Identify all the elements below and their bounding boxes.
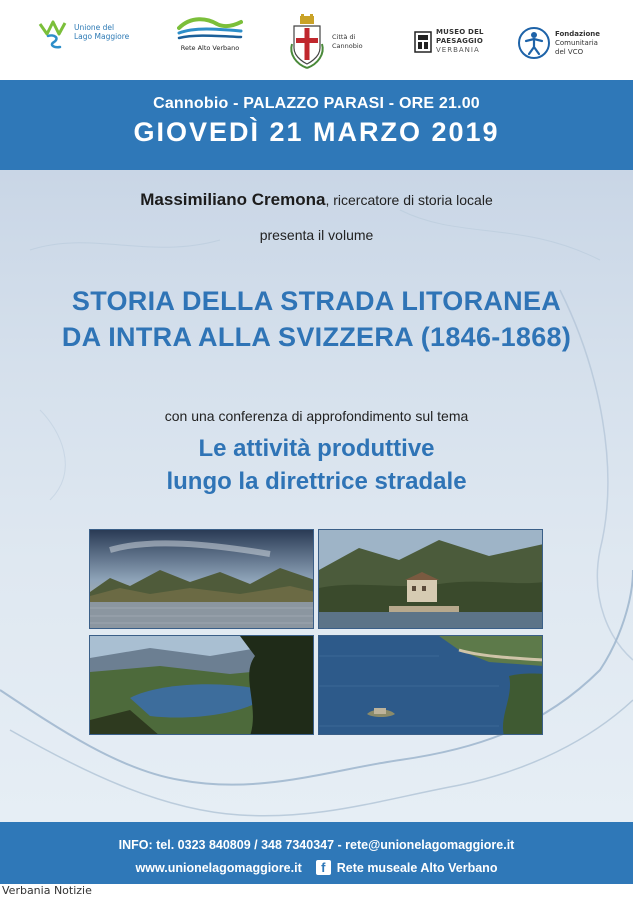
presents-text: presenta il volume — [259, 227, 374, 243]
cannobio-crest-icon — [288, 14, 326, 70]
poster-body — [0, 170, 633, 822]
photo-lakeside-villa — [318, 529, 543, 629]
museo-logo-line1: MUSEO DEL — [436, 28, 484, 36]
citta-logo-line2: Cannobio — [332, 42, 363, 50]
footer-facebook-label[interactable]: Rete museale Alto Verbano — [336, 860, 498, 875]
speaker-name: Massimiliano Cremona — [140, 190, 326, 209]
conference-theme-line1: Le attività produttive — [198, 435, 435, 462]
fondazione-logo-icon — [517, 26, 551, 60]
footer-contact-info: INFO: tel. 0323 840809 / 348 7340347 - rete@unionelagomaggiore.it — [118, 838, 515, 852]
photo-lake-painting — [89, 529, 314, 629]
unione-logo-icon — [38, 14, 72, 50]
event-location-time: Cannobio - PALAZZO PARASI - ORE 21.00 — [153, 95, 480, 112]
logo-unione-lago-maggiore — [38, 14, 129, 50]
event-date: GIOVEDÌ 21 MARZO 2019 — [133, 117, 500, 147]
info-footer — [0, 822, 633, 884]
museo-logo-icon — [414, 31, 432, 53]
book-title — [0, 283, 633, 355]
logo-citta-cannobio — [288, 14, 363, 70]
logo-rete-alto-verbano — [172, 16, 248, 53]
footer-website-link[interactable]: www.unionelagomaggiore.it — [135, 860, 302, 875]
logo-fondazione-vco — [517, 26, 600, 60]
citta-logo-line1: Città di — [332, 33, 356, 41]
unione-logo-line2: Lago Maggiore — [74, 32, 130, 41]
conference-theme-line2: lungo la direttrice stradale — [166, 468, 467, 495]
photo-lake-islands — [318, 635, 543, 735]
logo-museo-paesaggio — [414, 28, 484, 55]
facebook-icon[interactable]: f — [316, 860, 331, 875]
photo-lake-from-hill — [89, 635, 314, 735]
date-banner — [0, 80, 633, 170]
museo-logo-line3: VERBANIA — [436, 46, 480, 54]
fondazione-logo-line2: Comunitaria — [555, 38, 598, 47]
conference-theme — [0, 432, 633, 498]
source-caption: Verbania Notizie — [2, 884, 92, 897]
speaker-line — [0, 190, 633, 210]
rete-logo-icon — [177, 16, 243, 42]
speaker-role: , ricercatore di storia locale — [325, 192, 493, 208]
rete-logo-label: Rete Alto Verbano — [180, 44, 240, 52]
museo-logo-line2: PAESAGGIO — [436, 37, 483, 45]
logo-bar — [0, 0, 633, 80]
fondazione-logo-line3: del VCO — [555, 47, 584, 56]
book-title-line1: STORIA DELLA STRADA LITORANEA — [71, 286, 562, 316]
unione-logo-line1: Unione del — [74, 23, 115, 32]
conference-intro: con una conferenza di approfondimento sul tema — [164, 408, 469, 424]
fondazione-logo-line1: Fondazione — [555, 29, 601, 38]
book-title-line2: DA INTRA ALLA SVIZZERA (1846-1868) — [61, 322, 572, 352]
